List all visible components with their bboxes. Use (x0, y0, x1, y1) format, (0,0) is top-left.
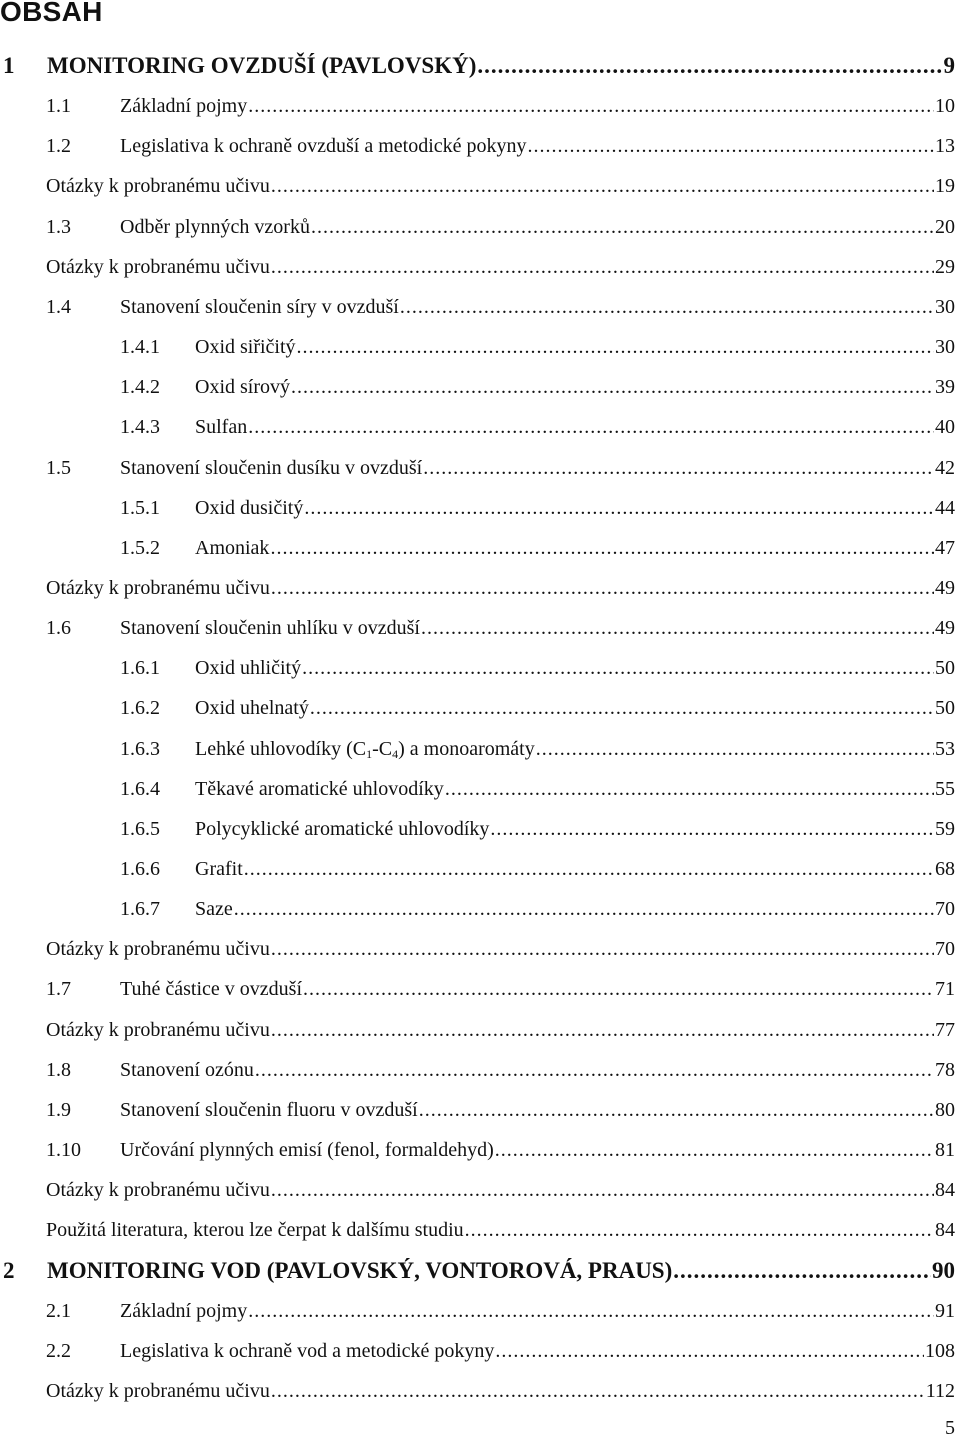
toc-entry-number: 1.2 (46, 135, 71, 158)
toc-entry-title: Oxid siřičitý (195, 336, 296, 359)
toc-entry-number: 1.5.1 (120, 496, 160, 519)
dot-leader (303, 975, 934, 1003)
toc-entry-title: Oxid uhličitý (195, 657, 302, 680)
toc-entry-title: Polycyklické aromatické uhlovodíky (195, 817, 490, 840)
toc-entry-page: 50 (935, 697, 955, 720)
toc-entry[interactable] (0, 413, 960, 441)
toc-entry-number: 1.5 (46, 456, 71, 479)
dot-leader (248, 1297, 934, 1325)
dot-leader (495, 1337, 924, 1365)
toc-entry[interactable] (0, 1255, 960, 1287)
toc-entry-page: 29 (935, 255, 955, 278)
dot-leader (244, 855, 934, 883)
toc-entry-number: 1.5.2 (120, 536, 160, 559)
toc-entry-page: 30 (935, 295, 955, 318)
toc-entry-title: Legislativa k ochraně ovzduší a metodické pokyny (120, 135, 527, 158)
toc-entry-page: 49 (935, 576, 955, 599)
toc-entry-title: Použitá literatura, kterou lze čerpat k dalšímu studiu (46, 1219, 464, 1242)
toc-entry[interactable] (0, 775, 960, 803)
toc-entry-page: 30 (935, 336, 955, 359)
toc-entry-title: Stanovení sloučenin dusíku v ovzduší (120, 456, 423, 479)
toc-entry-title: Otázky k probranému učivu (46, 1179, 270, 1202)
dot-leader (477, 50, 942, 82)
dot-leader (302, 654, 934, 682)
toc-entry[interactable] (0, 1016, 960, 1044)
toc-entry-page: 9 (943, 53, 955, 78)
toc-entry[interactable] (0, 132, 960, 160)
dot-leader (271, 574, 934, 602)
toc-entry-title: Otázky k probranému učivu (46, 175, 270, 198)
toc-entry-number: 2.1 (46, 1299, 71, 1322)
toc-entry-title: Základní pojmy (120, 1299, 248, 1322)
toc-entry-number: 2.2 (46, 1339, 71, 1362)
toc-entry[interactable] (0, 855, 960, 883)
dot-leader (400, 293, 934, 321)
dot-leader (271, 1016, 934, 1044)
toc-entry-number: 1.7 (46, 978, 71, 1001)
toc-entry-page: 68 (935, 858, 955, 880)
dot-leader (248, 92, 934, 120)
dot-leader (255, 1056, 934, 1084)
toc-entry-page: 19 (935, 175, 955, 198)
dot-leader (495, 1136, 934, 1164)
toc-entry-page: 47 (935, 536, 955, 559)
toc-entry-title: Grafit (195, 858, 243, 880)
toc-entry[interactable] (0, 1297, 960, 1325)
toc-entry-page: 40 (935, 416, 955, 439)
dot-leader (419, 1096, 934, 1124)
toc-entry-title: Lehké uhlovodíky $(C_1-C_4)$ a monoaromáty (195, 737, 535, 761)
toc-entry-title: Amoniak (195, 536, 270, 559)
toc-heading: OBSAH (0, 0, 103, 27)
toc-entry-title: Stanovení ozónu (120, 1058, 254, 1081)
page-number: 5 (945, 1417, 955, 1439)
toc-entry-number: 1.3 (46, 215, 71, 238)
toc-entry-number: 1.4.2 (120, 376, 160, 399)
toc-entry[interactable] (0, 1337, 960, 1365)
toc-entry-page: 71 (935, 978, 955, 1001)
toc-entry-title: MONITORING OVZDUŠÍ (PAVLOVSKÝ) (47, 53, 477, 78)
toc-entry-title: Legislativa k ochraně vod a metodické pokyny (120, 1339, 495, 1362)
toc-entry-number: 1 (3, 53, 15, 78)
toc-entry-title: Stanovení sloučenin fluoru v ovzduší (120, 1098, 418, 1121)
toc-entry-page: 70 (935, 898, 955, 921)
toc-entry-title: Otázky k probranému učivu (46, 1018, 270, 1041)
toc-entry[interactable] (0, 654, 960, 682)
dot-leader (423, 454, 934, 482)
toc-entry[interactable] (0, 1216, 960, 1244)
toc-entry[interactable] (0, 92, 960, 120)
toc-entry-page: 59 (935, 817, 955, 840)
toc-entry-number: 1.6.5 (120, 817, 160, 840)
toc-entry-number: 1.9 (46, 1098, 71, 1121)
toc-entry-page: 84 (935, 1179, 955, 1202)
toc-entry-page: 70 (935, 938, 955, 961)
toc-entry-page: 108 (925, 1339, 955, 1362)
toc-entry[interactable] (0, 494, 960, 522)
dot-leader (445, 775, 934, 803)
toc-entry[interactable] (0, 1176, 960, 1204)
dot-leader (271, 1176, 934, 1204)
toc-entry[interactable] (0, 373, 960, 401)
toc-entry[interactable] (0, 534, 960, 562)
toc-entry[interactable] (0, 333, 960, 361)
toc-entry[interactable] (0, 975, 960, 1003)
dot-leader (271, 253, 934, 281)
toc-entry-title: Odběr plynných vzorků (120, 215, 310, 238)
toc-entry[interactable] (0, 574, 960, 602)
toc-entry-title: MONITORING VOD (PAVLOVSKÝ, VONTOROVÁ, PRAUS) (47, 1257, 673, 1283)
toc-entry-page: 90 (932, 1257, 955, 1283)
toc-entry-page: 91 (935, 1299, 955, 1322)
toc-entry-page: 50 (935, 657, 955, 680)
toc-entry[interactable] (0, 293, 960, 321)
toc-entry-title: Saze (195, 898, 233, 921)
toc-entry[interactable] (0, 172, 960, 200)
toc-entry[interactable] (0, 1377, 960, 1405)
toc-entry-number: 1.6.2 (120, 697, 160, 720)
dot-leader (673, 1255, 931, 1287)
toc-entry[interactable] (0, 50, 960, 82)
dot-leader (271, 1377, 925, 1405)
dot-leader (234, 895, 934, 923)
toc-entry-number: 1.6.3 (120, 737, 160, 760)
toc-entry-title: Těkavé aromatické uhlovodíky (195, 777, 444, 800)
toc-entry[interactable] (0, 895, 960, 923)
toc-entry-page: 13 (935, 135, 955, 158)
toc-entry-number: 1.6 (46, 617, 71, 640)
toc-entry[interactable] (0, 935, 960, 963)
toc-entry-title: Oxid dusičitý (195, 496, 304, 519)
dot-leader (297, 333, 934, 361)
toc-entry-number: 1.8 (46, 1058, 71, 1081)
dot-leader (304, 494, 934, 522)
toc-entry-page: 10 (935, 95, 955, 118)
toc-entry[interactable] (0, 735, 960, 763)
toc-entry-page: 112 (925, 1380, 955, 1402)
toc-entry-page: 78 (935, 1058, 955, 1081)
toc-entry-page: 44 (935, 496, 955, 519)
toc-entry-page: 77 (935, 1018, 955, 1041)
dot-leader (248, 413, 934, 441)
toc-entry-page: 55 (935, 777, 955, 800)
toc-entry-title: Otázky k probranému učivu (46, 255, 270, 278)
toc-entry-page: 20 (935, 215, 955, 238)
dot-leader (311, 213, 934, 241)
toc-entry-title: Stanovení sloučenin síry v ovzduší (120, 295, 399, 318)
toc-entry-number: 1.6.4 (120, 777, 160, 800)
dot-leader (490, 815, 934, 843)
dot-leader (271, 172, 934, 200)
dot-leader (421, 614, 934, 642)
toc-entry-title: Otázky k probranému učivu (46, 938, 270, 961)
toc-entry-title: Základní pojmy (120, 95, 248, 118)
toc-entry[interactable] (0, 1136, 960, 1164)
toc-entry-page: 49 (935, 617, 955, 640)
toc-entry-page: 42 (935, 456, 955, 479)
toc-entry-title: Tuhé částice v ovzduší (120, 978, 303, 1001)
toc-entry[interactable] (0, 694, 960, 722)
toc-entry-page: 84 (935, 1219, 955, 1242)
toc-entry-title: Stanovení sloučenin uhlíku v ovzduší (120, 617, 420, 640)
toc-entry-title: Sulfan (195, 416, 248, 439)
toc-entry[interactable] (0, 815, 960, 843)
toc-entry-title: Oxid sírový (195, 376, 290, 399)
toc-entry-number: 1.6.7 (120, 898, 160, 921)
dot-leader (291, 373, 934, 401)
dot-leader (536, 735, 934, 763)
dot-leader (271, 935, 934, 963)
toc-entry-page: 81 (935, 1139, 955, 1161)
toc-entry-number: 1.4.1 (120, 336, 160, 359)
toc-entry-number: 1.6.1 (120, 657, 160, 680)
toc-entry-title: Otázky k probranému učivu (46, 576, 270, 599)
dot-leader (310, 694, 934, 722)
toc-entry-number: 1.4.3 (120, 416, 160, 439)
toc-entry-number: 1.4 (46, 295, 71, 318)
toc-entry[interactable] (0, 253, 960, 281)
toc-entry[interactable] (0, 213, 960, 241)
toc-entry-number: 1.10 (46, 1139, 81, 1161)
toc-entry-page: 53 (935, 737, 955, 760)
toc-entry[interactable] (0, 1056, 960, 1084)
dot-leader (465, 1216, 934, 1244)
toc-entry-title: Oxid uhelnatý (195, 697, 309, 720)
dot-leader (528, 132, 934, 160)
toc-entry[interactable] (0, 454, 960, 482)
toc-entry[interactable] (0, 614, 960, 642)
dot-leader (270, 534, 934, 562)
toc-entry-page: 39 (935, 376, 955, 399)
toc-entry-title: Určování plynných emisí (fenol, formaldehyd) (120, 1139, 494, 1161)
toc-entry[interactable] (0, 1096, 960, 1124)
toc-entry-title: Otázky k probranému učivu (46, 1380, 270, 1402)
toc-entry-number: 2 (3, 1257, 15, 1283)
toc-entry-number: 1.6.6 (120, 858, 160, 880)
toc-entry-page: 80 (935, 1098, 955, 1121)
toc-entry-number: 1.1 (46, 95, 71, 118)
